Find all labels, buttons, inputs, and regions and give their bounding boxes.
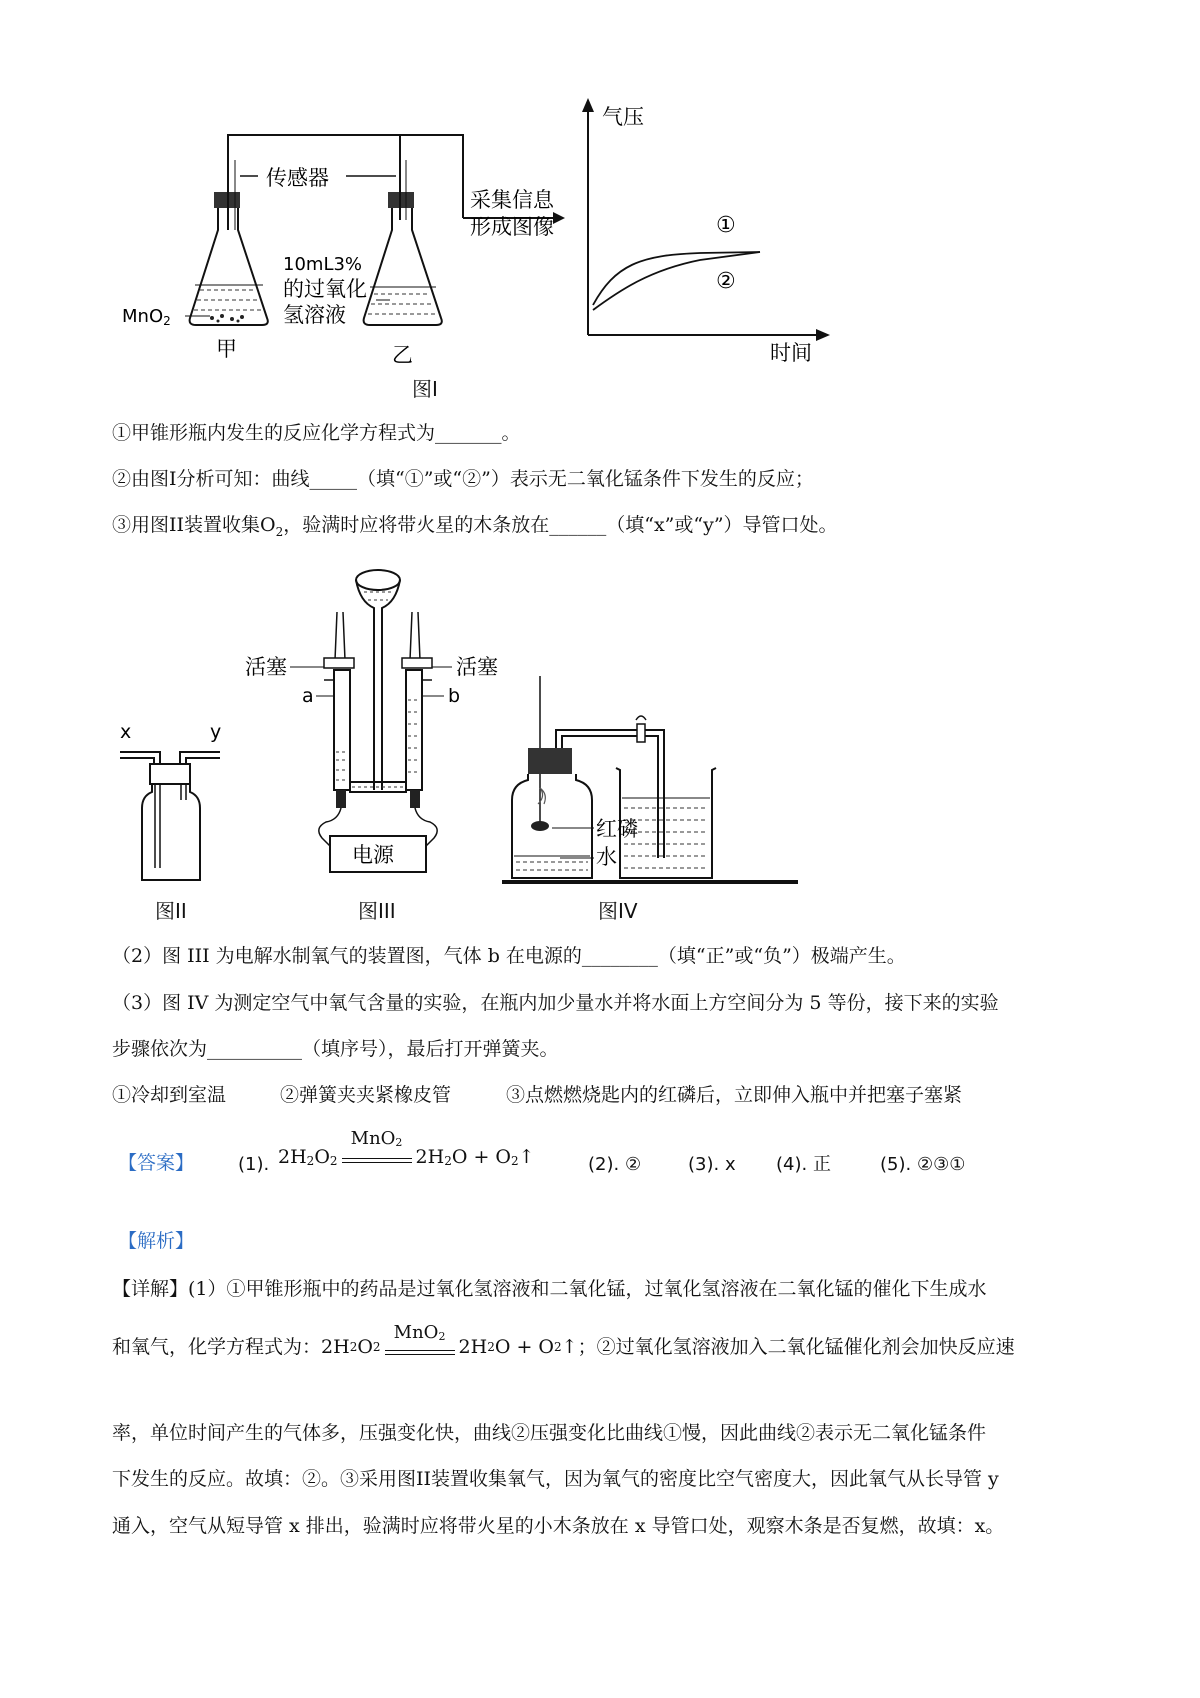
concentration-label-2: 的过氧化 xyxy=(283,277,367,301)
detail-line-4: 下发生的反应。故填：②。③采用图II装置收集氧气，因为氧气的密度比空气密度大，因此氧气从长导管 y xyxy=(112,1468,999,1490)
gas-collecting-bottle xyxy=(120,721,221,880)
y-axis-label: 气压 xyxy=(602,105,644,129)
question-3-line-2: 步骤依次为__________（填序号），最后打开弹簧夹。 xyxy=(112,1038,559,1060)
tube-b-label: b xyxy=(448,685,461,707)
mno2-label: MnO2 xyxy=(122,306,171,328)
figures-2-3-4 xyxy=(0,560,1200,920)
reaction-condition: MnO$_2$ xyxy=(342,1128,412,1168)
valve-right-label: 活塞 xyxy=(456,655,498,679)
x-axis-label: 时间 xyxy=(770,341,812,365)
figure-1-caption: 图I xyxy=(412,377,438,401)
flask-jia-label: 甲 xyxy=(216,337,237,361)
pressure-graph xyxy=(582,98,830,365)
collect-label-1: 采集信息 xyxy=(470,188,554,212)
question-3-option-3: ③点燃燃烧匙内的红磷后，立即伸入瓶中并把塞子塞紧 xyxy=(506,1084,963,1106)
detail-line-5: 通入，空气从短导管 x 排出，验满时应将带火星的小木条放在 x 导管口处，观察木条是否复燃，故填：x。 xyxy=(112,1515,1005,1537)
question-3-line-1: （3）图 IV 为测定空气中氧气含量的实验，在瓶内加少量水并将水面上方空间分为 5 等份，接下来的实验 xyxy=(112,992,999,1014)
answer-1-number: (1). xyxy=(238,1154,270,1175)
valve-left-label: 活塞 xyxy=(245,655,287,679)
question-1-1: ①甲锥形瓶内发生的反应化学方程式为_______。 xyxy=(112,422,521,444)
concentration-label-3: 氢溶液 xyxy=(283,303,346,327)
answer-row xyxy=(118,1150,194,1176)
red-phosphorus-label: 红磷 xyxy=(596,817,638,841)
question-3-option-1: ①冷却到室温 xyxy=(112,1084,227,1106)
figure-4-caption: 图IV xyxy=(598,899,638,923)
detail-line-3: 率，单位时间产生的气体多，压强变化快，曲线②压强变化比曲线①慢，因此曲线②表示无二氧化锰条件 xyxy=(112,1422,987,1444)
figure-1 xyxy=(0,80,1200,390)
flask-jia xyxy=(185,160,268,325)
water-label: 水 xyxy=(596,845,617,869)
question-1-3: ③用图II装置收集$O_2$，验满时应将带火星的木条放在______（填“x”或“y”）导管口处。 xyxy=(112,514,838,539)
question-3-option-2: ②弹簧夹夹紧橡皮管 xyxy=(280,1084,452,1106)
answer-1-equation: 2H $_2$ O $_2$ MnO$_2$ 2H $_2$ O + O $_2$ ↑ xyxy=(278,1128,535,1168)
oxygen-content-apparatus xyxy=(502,676,798,884)
flask-yi-label: 乙 xyxy=(392,343,413,367)
tube-a-label: a xyxy=(302,685,314,707)
tube-y-label: y xyxy=(210,721,222,743)
answer-4: (4). 正 xyxy=(776,1154,831,1175)
concentration-label-1: 10mL3% xyxy=(283,254,363,275)
answer-2: (2). ② xyxy=(588,1154,642,1175)
figure-3-caption: 图III xyxy=(358,899,396,923)
sensor-label: 传感器 xyxy=(266,166,329,190)
curve-2-label: ② xyxy=(716,269,736,294)
flask-yi xyxy=(364,160,442,325)
answer-label: 【答案】 xyxy=(118,1152,195,1174)
answer-3: (3). x xyxy=(688,1154,736,1175)
analysis-label: 【解析】 xyxy=(118,1230,195,1252)
detail-line-2: 和氧气，化学方程式为： 2H 2 O 2 MnO$_2$ 2H 2 O + O 2 ↑ ；②过氧化氢溶液加入二氧化锰催化剂会加快反应速 xyxy=(112,1322,1015,1358)
collect-label-2: 形成图像 xyxy=(470,215,554,239)
answer-5: (5). ②③① xyxy=(880,1154,966,1175)
power-supply-label: 电源 xyxy=(352,843,394,867)
figure-2-caption: 图II xyxy=(155,899,187,923)
tube-x-label: x xyxy=(120,721,132,743)
curve-1-label: ① xyxy=(716,213,736,238)
electrolysis-apparatus xyxy=(245,570,498,872)
question-2: （2）图 III 为电解水制氧气的装置图，气体 b 在电源的________（填“正”或“负”）极端产生。 xyxy=(112,945,906,967)
detail-reaction-condition: MnO$_2$ xyxy=(385,1320,455,1360)
question-1-2: ②由图I分析可知：曲线_____（填“①”或“②”）表示无二氧化锰条件下发生的反应； xyxy=(112,468,814,490)
detail-line-1: 【详解】(1）①甲锥形瓶中的药品是过氧化氢溶液和二氧化锰，过氧化氢溶液在二氧化锰的催化下生成水 xyxy=(112,1278,987,1300)
